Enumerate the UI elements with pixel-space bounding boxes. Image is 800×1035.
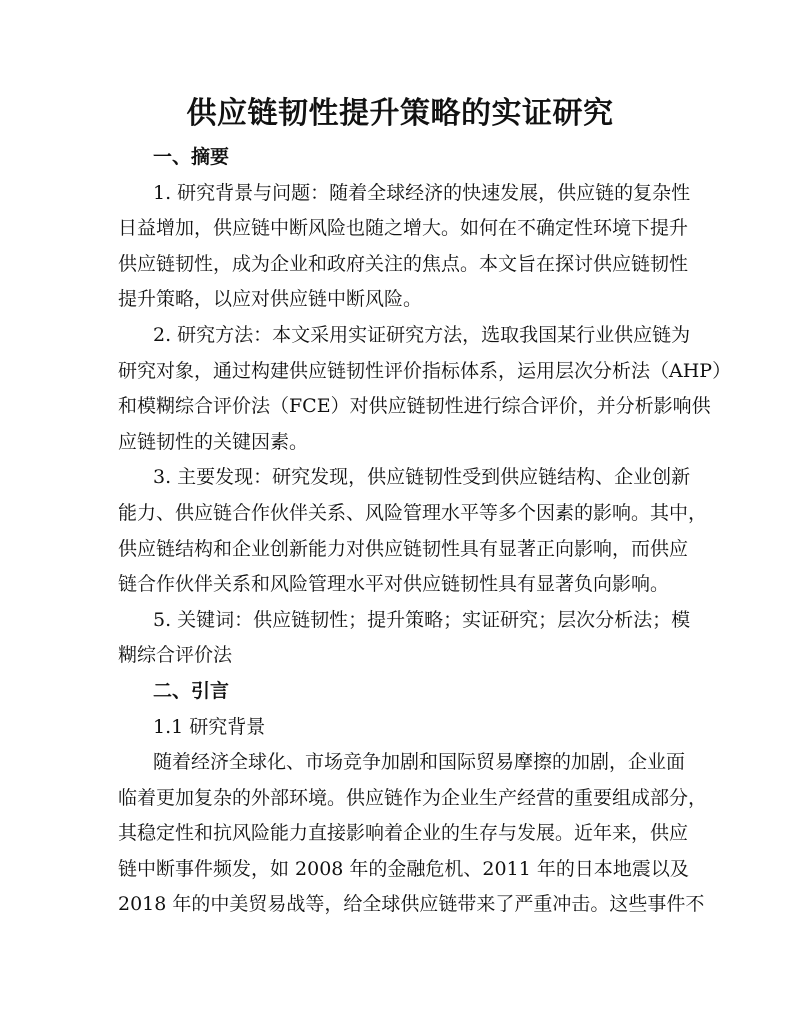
- paragraph-line: 供应链韧性，成为企业和政府关注的焦点。本文旨在探讨供应链韧性: [118, 252, 689, 275]
- paragraph-line: 1.1 研究背景: [153, 715, 266, 738]
- section-heading: 二、引言: [153, 679, 230, 702]
- paragraph-line: 能力、供应链合作伙伴关系、风险管理水平等多个因素的影响。其中，: [118, 501, 708, 524]
- document-title: 供应链韧性提升策略的实证研究: [186, 96, 614, 131]
- paragraph-line: 1. 研究背景与问题：随着全球经济的快速发展，供应链的复杂性: [153, 181, 691, 204]
- paragraph-line: 应链韧性的关键因素。: [118, 430, 309, 453]
- paragraph-line: 糊综合评价法: [118, 644, 233, 667]
- paragraph-line: 5. 关键词：供应链韧性；提升策略；实证研究；层次分析法；模: [153, 608, 691, 631]
- paragraph-line: 供应链结构和企业创新能力对供应链韧性具有显著正向影响，而供应: [118, 537, 689, 560]
- paragraph-line: 随着经济全球化、市场竞争加剧和国际贸易摩擦的加剧，企业面: [153, 751, 686, 774]
- section-heading: 一、摘要: [153, 146, 230, 168]
- paragraph-line: 提升策略，以应对供应链中断风险。: [118, 288, 423, 311]
- paragraph-line: 3. 主要发现：研究发现，供应链韧性受到供应链结构、企业创新: [153, 466, 691, 489]
- document-body: [118, 140, 732, 923]
- paragraph-line: 临着更加复杂的外部环境。供应链作为企业生产经营的重要组成部分，: [118, 786, 708, 809]
- paragraph-line: 链中断事件频发，如 2008 年的金融危机、2011 年的日本地震以及: [118, 857, 689, 880]
- paragraph-line: 日益增加，供应链中断风险也随之增大。如何在不确定性环境下提升: [118, 217, 689, 240]
- paragraph-line: 链合作伙伴关系和风险管理水平对供应链韧性具有显著负向影响。: [118, 573, 670, 596]
- paragraph-line: 研究对象，通过构建供应链韧性评价指标体系，运用层次分析法（AHP）: [118, 359, 732, 382]
- paragraph-line: 和模糊综合评价法（FCE）对供应链韧性进行综合评价，并分析影响供: [118, 395, 711, 418]
- paragraph-line: 其稳定性和抗风险能力直接影响着企业的生存与发展。近年来，供应: [118, 822, 689, 845]
- paragraph-line: 2. 研究方法：本文采用实证研究方法，选取我国某行业供应链为: [153, 323, 691, 346]
- paragraph-line: 2018 年的中美贸易战等，给全球供应链带来了严重冲击。这些事件不: [118, 893, 705, 916]
